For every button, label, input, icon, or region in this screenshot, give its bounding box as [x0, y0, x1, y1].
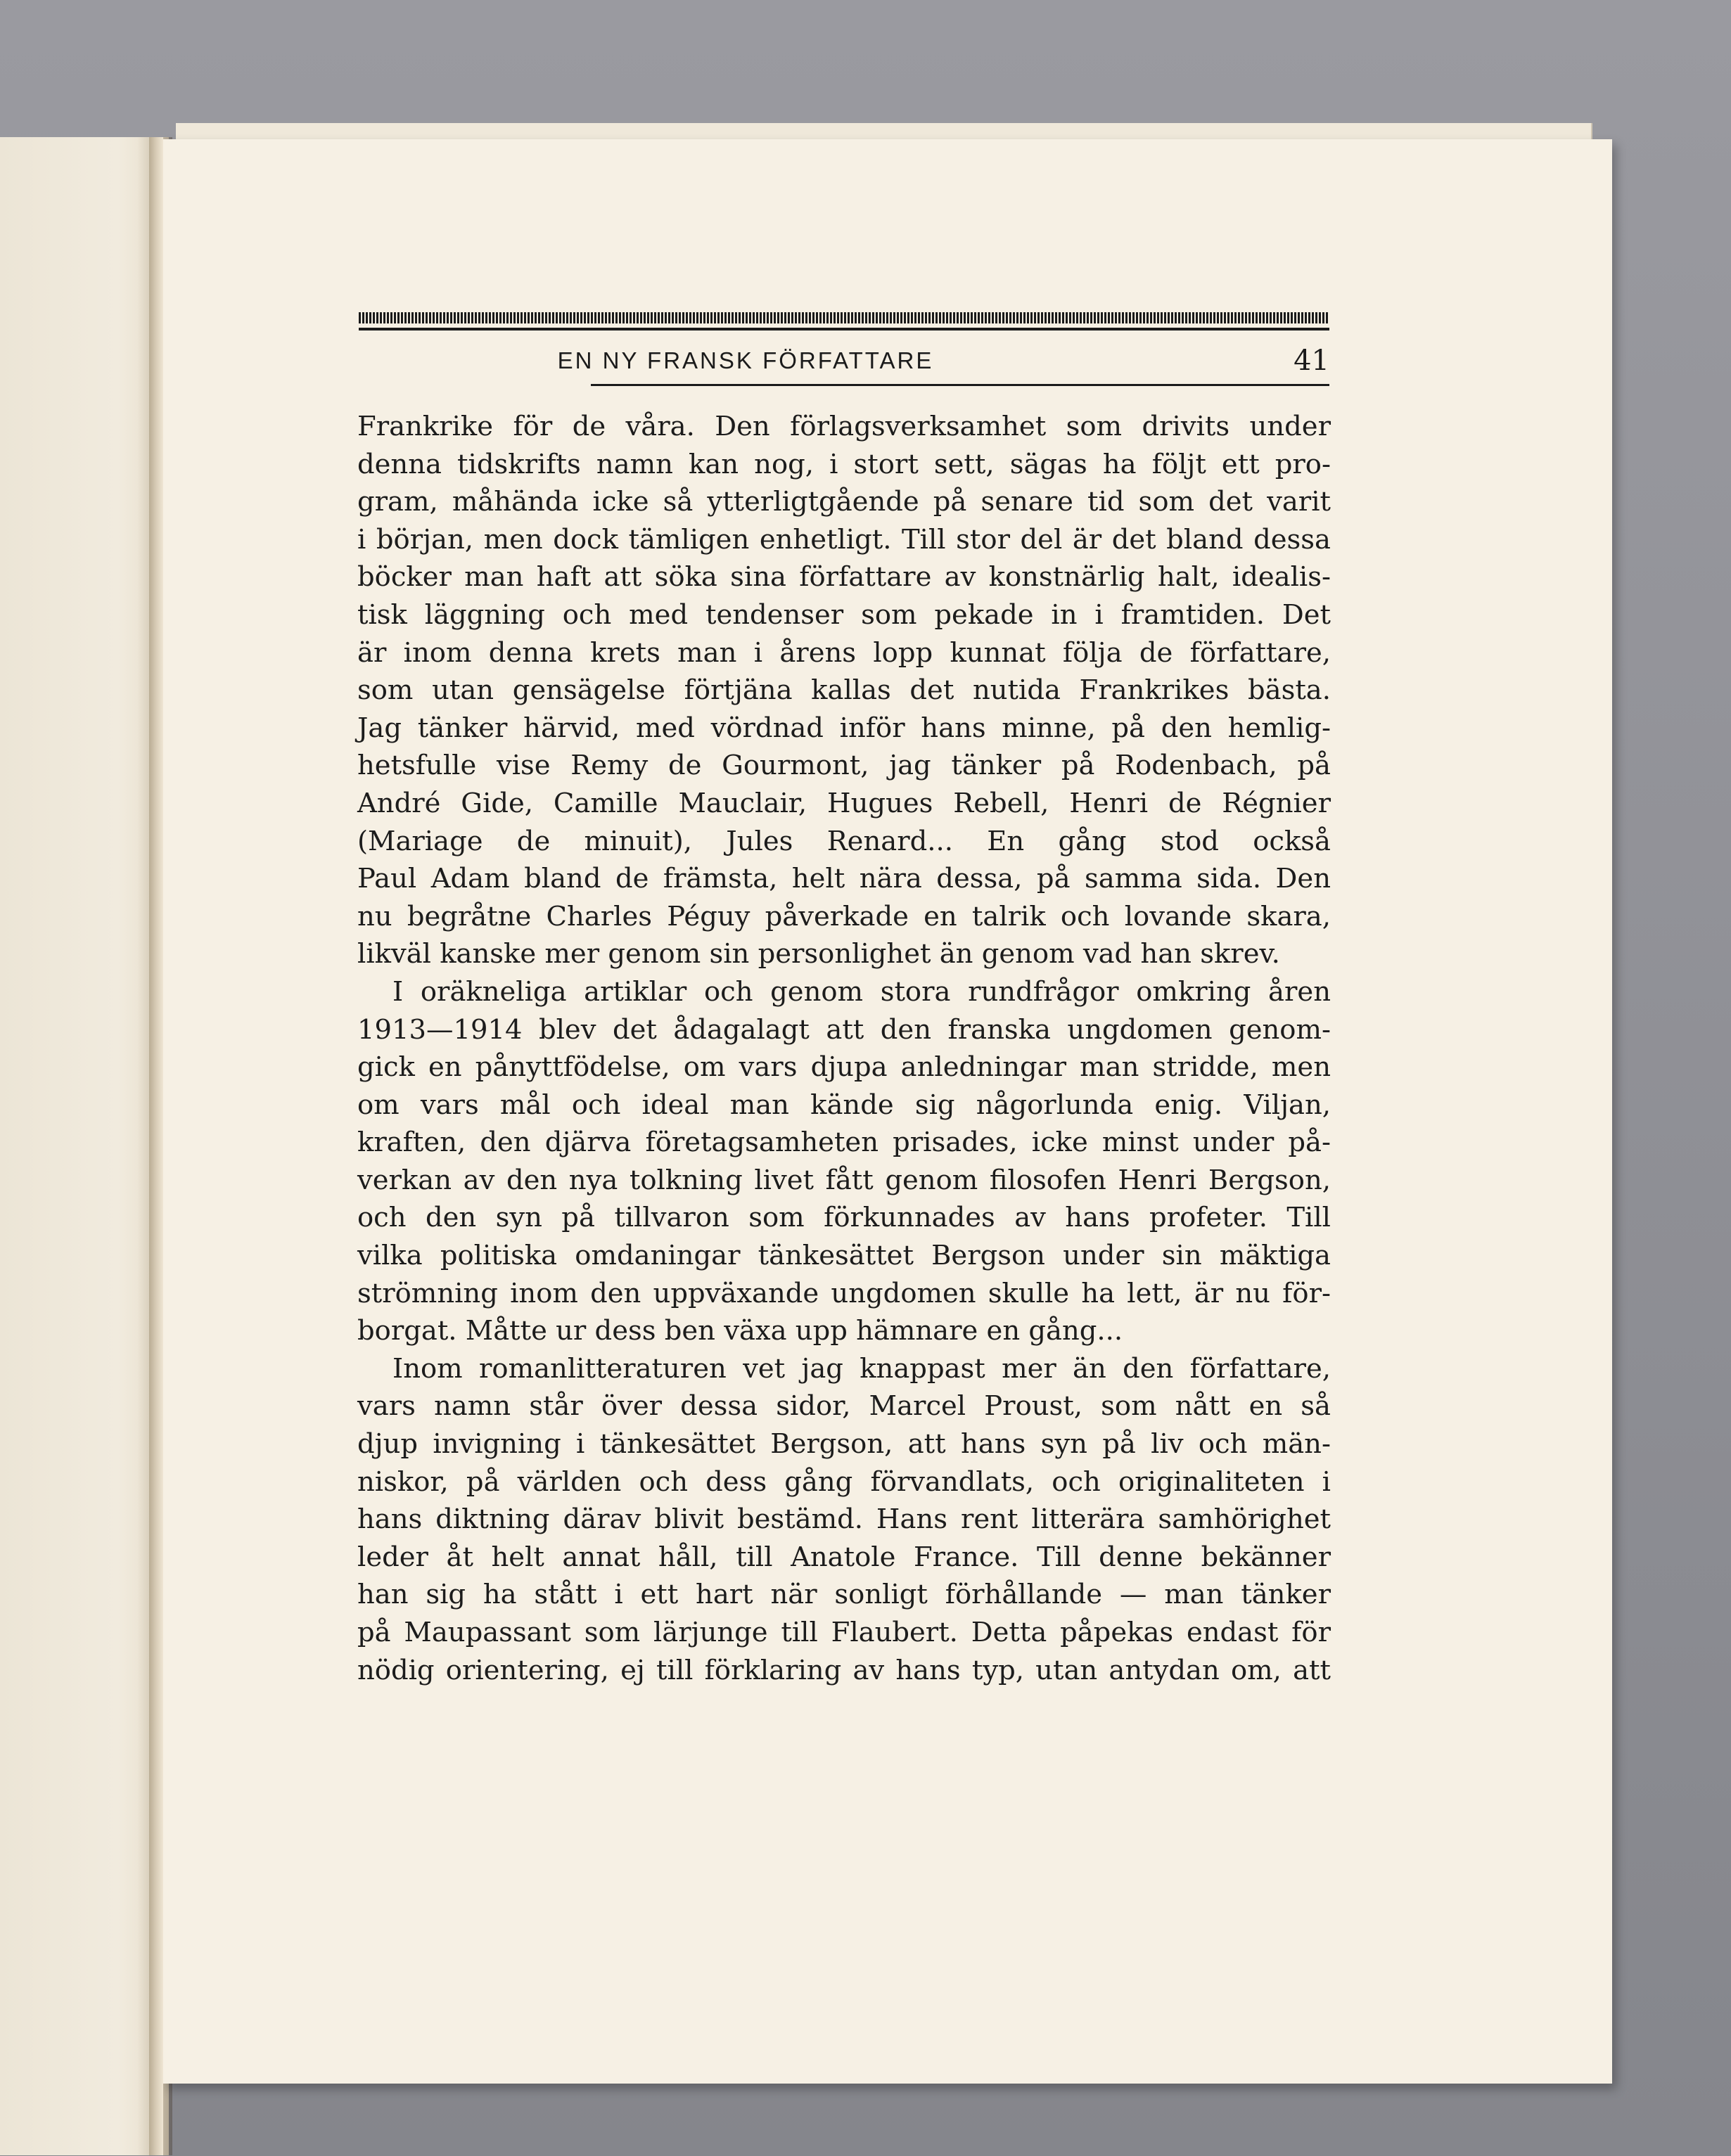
text-line: som utan gensägelse förtjäna kallas det nutida Frankrikes bästa. [357, 674, 1331, 707]
text-line: hetsfulle vise Remy de Gourmont, jag tänker på Rodenbach, på [357, 750, 1331, 782]
text-line: niskor, på världen och dess gång förvandlats, och originaliteten i [357, 1465, 1331, 1498]
body-text [357, 408, 1331, 1689]
text-line: böcker man haft att söka sina författare av konstnärlig halt, idealis- [357, 561, 1331, 593]
text-line: denna tidskrifts namn kan nog, i stort sett, sägas ha följt ett pro- [357, 448, 1331, 480]
page-number: 41 [1294, 345, 1329, 377]
text-line: Inom romanlitteraturen vet jag knappast mer än den författare, [392, 1352, 1331, 1385]
text-line: kraften, den djärva företagsamheten prisades, icke minst under på- [357, 1127, 1331, 1159]
text-line: Jag tänker härvid, med vördnad inför hans minne, på den hemlig- [357, 712, 1331, 744]
text-line: är inom denna krets man i årens lopp kunnat följa de författare, [357, 636, 1331, 669]
text-line: och den syn på tillvaron som förkunnades av hans profeter. Till [357, 1202, 1331, 1234]
text-line: hans diktning därav blivit bestämd. Hans rent litterära samhörighet [357, 1503, 1331, 1536]
text-line: leder åt helt annat håll, till Anatole France. Till denne bekänner [357, 1541, 1331, 1573]
text-line: 1913—1914 blev det ådagalagt att den franska ungdomen genom- [357, 1013, 1331, 1046]
text-line: (Mariage de minuit), Jules Renard... En gång stod också [357, 825, 1331, 857]
text-line: gick en pånyttfödelse, om vars djupa anledningar man stridde, men [357, 1051, 1331, 1084]
text-line: vars namn står över dessa sidor, Marcel Proust, som nått en så [357, 1390, 1331, 1423]
text-line: borgat. Måtte ur dess ben växa upp hämnare en gång... [357, 1315, 1123, 1347]
book-spine [149, 137, 163, 2155]
text-line: vilka politiska omdaningar tänkesättet Bergson under sin mäktiga [357, 1240, 1331, 1272]
text-line: djup invigning i tänkesättet Bergson, att hans syn på liv och män- [357, 1428, 1331, 1461]
text-line: gram, måhända icke så ytterligtgående på senare tid som det varit [357, 486, 1331, 518]
text-line: likväl kanske mer genom sin personlighet än genom vad han skrev. [357, 938, 1280, 970]
text-line: Paul Adam bland de främsta, helt nära dessa, på samma sida. Den [357, 863, 1331, 895]
text-line: verkan av den nya tolkning livet fått genom filosofen Henri Bergson, [357, 1164, 1331, 1196]
header-rule-bar [359, 328, 1329, 331]
text-line: på Maupassant som lärjunge till Flaubert. Detta påpekas endast för [357, 1617, 1331, 1648]
text-line: nödig orientering, ej till förklaring av hans typ, utan antydan om, att [357, 1654, 1331, 1686]
text-line: strömning inom den uppväxande ungdomen skulle ha lett, är nu för- [357, 1277, 1331, 1309]
decorative-header-rule [359, 312, 1329, 323]
text-line: Frankrike för de våra. Den förlagsverksamhet som drivits under [357, 411, 1331, 442]
running-head-title: EN NY FRANSK FÖRFATTARE [557, 347, 934, 373]
text-line: han sig ha stått i ett hart när sonligt förhållande — man tänker [357, 1579, 1331, 1611]
text-line: tisk läggning och med tendenser som pekade in i framtiden. Det [357, 598, 1331, 631]
text-line: I oräkneliga artiklar och genom stora rundfrågor omkring åren [392, 975, 1331, 1008]
text-line: nu begråtne Charles Péguy påverkade en talrik och lovande skara, [357, 900, 1331, 932]
text-line: om vars mål och ideal man kände sig någorlunda enig. Viljan, [357, 1089, 1331, 1121]
text-line: i början, men dock tämligen enhetligt. Till stor del är det bland dessa [357, 523, 1331, 556]
header-underline [591, 384, 1329, 386]
text-line: André Gide, Camille Mauclair, Hugues Rebell, Henri de Régnier [357, 787, 1331, 819]
